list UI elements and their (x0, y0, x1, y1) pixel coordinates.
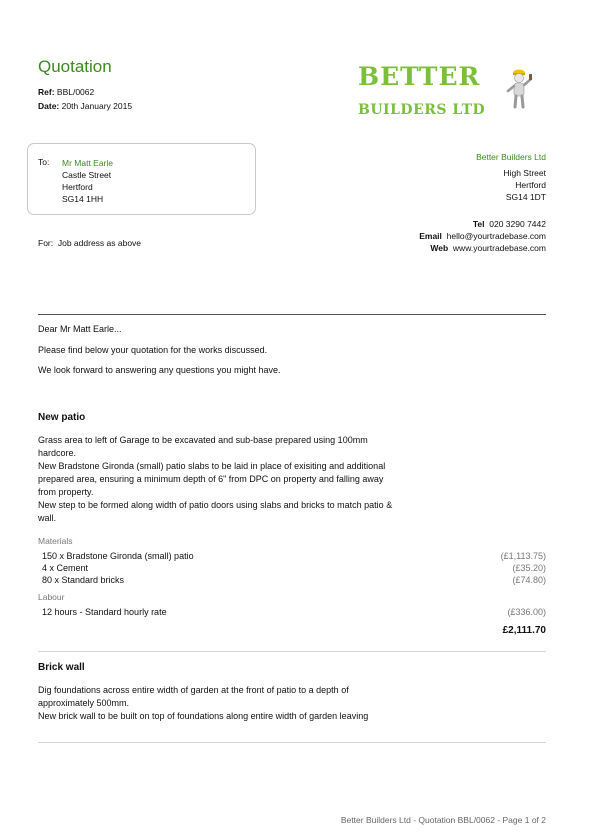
email-label: Email (419, 231, 442, 241)
line-item (42, 574, 546, 586)
tel-label: Tel (472, 219, 485, 229)
date (38, 101, 132, 111)
description-line: New step to be formed along width of patio doors using slabs and bricks to match patio & (38, 500, 393, 510)
line-item-desc: 80 x Standard bricks (42, 575, 125, 585)
line-item (42, 550, 546, 562)
page-title: Quotation (38, 57, 112, 76)
section-description (38, 684, 430, 723)
section-divider (38, 742, 546, 743)
to-label: To: (38, 157, 50, 167)
materials-label: Materials (38, 536, 73, 546)
intro-line: Please find below your quotation for the works discussed. (38, 345, 268, 355)
ref-value: BBL/0062 (56, 87, 95, 97)
logo-text-builders: BUILDERS LTD (358, 102, 486, 118)
tel-value: 020 3290 7442 (489, 219, 546, 229)
line-item (42, 562, 546, 574)
date-value: 20th January 2015 (61, 101, 133, 111)
line-item-price: (£74.80) (512, 575, 546, 585)
reference (38, 87, 94, 97)
description-line: New brick wall to be built on top of foundations along entire width of garden leaving (38, 711, 369, 721)
ref-label: Ref: (38, 87, 55, 97)
job-address (38, 238, 141, 248)
company-address (476, 151, 546, 203)
description-line: prepared area, ensuring a minimum depth of 6" from DPC on property and falling away (38, 474, 384, 484)
line-item-desc: 12 hours - Standard hourly rate (42, 607, 167, 617)
contact-web (419, 242, 546, 254)
company-address-line: High Street (503, 168, 546, 178)
company-name: Better Builders Ltd (476, 152, 546, 162)
recipient-address-line: Castle Street (62, 170, 112, 180)
description-line: hardcore. (38, 448, 77, 458)
line-item-price: (£1,113.75) (500, 551, 546, 561)
section-title: New patio (38, 412, 86, 423)
company-contact (419, 218, 546, 254)
labour-label: Labour (38, 592, 65, 602)
line-item-price: (£336.00) (507, 607, 546, 617)
company-address-line: SG14 1DT (505, 192, 546, 202)
description-line: wall. (38, 513, 57, 523)
description-line: Dig foundations across entire width of garden at the front of patio to a depth of (38, 685, 349, 695)
description-line: from property. (38, 487, 94, 497)
line-item-desc: 150 x Bradstone Gironda (small) patio (42, 551, 194, 561)
web-label: Web (430, 243, 449, 253)
contact-email (419, 230, 546, 242)
description-line: approximately 500mm. (38, 698, 130, 708)
company-address-line: Hertford (515, 180, 546, 190)
for-value: Job address as above (57, 238, 142, 248)
divider (38, 314, 546, 315)
section-description (38, 434, 430, 525)
section-title: Brick wall (38, 662, 85, 673)
line-item-desc: 4 x Cement (42, 563, 89, 573)
page-footer: Better Builders Ltd - Quotation BBL/0062 - Page 1 of 2 (340, 815, 546, 825)
description-line: New Bradstone Gironda (small) patio slabs to be laid in place of exisiting and additional (38, 461, 386, 471)
contact-tel (419, 218, 546, 230)
recipient-address (62, 157, 113, 205)
web-value[interactable]: www.yourtradebase.com (452, 243, 546, 253)
company-logo (356, 62, 536, 126)
builder-mascot-icon (504, 66, 534, 110)
recipient-name: Mr Matt Earle (62, 158, 114, 168)
section-divider (38, 651, 546, 652)
greeting: Dear Mr Matt Earle... (38, 324, 122, 334)
for-label: For: (38, 238, 54, 248)
recipient-address-line: Hertford (62, 182, 93, 192)
line-item (42, 606, 546, 618)
line-item-price: (£35.20) (512, 563, 546, 573)
date-label: Date: (38, 101, 60, 111)
description-line: Grass area to left of Garage to be excavated and sub-base prepared using 100mm (38, 435, 368, 445)
intro-line: We look forward to answering any questions you might have. (38, 365, 281, 375)
email-value[interactable]: hello@yourtradebase.com (446, 231, 546, 241)
section-total: £2,111.70 (502, 625, 546, 636)
recipient-address-line: SG14 1HH (62, 194, 104, 204)
logo-text-better: BETTER (358, 62, 481, 91)
